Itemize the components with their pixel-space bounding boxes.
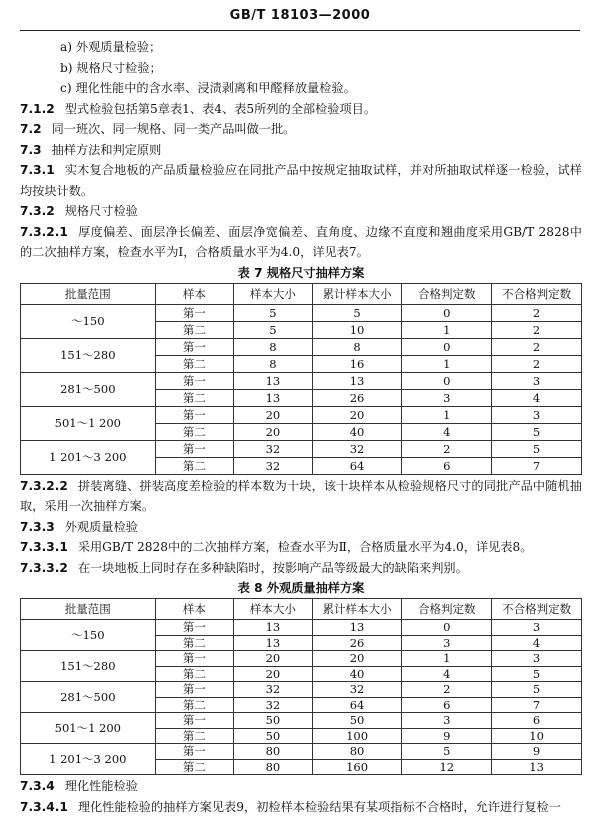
table-cell: 32 xyxy=(312,440,402,457)
table-row xyxy=(21,406,582,423)
table-cell: 第二 xyxy=(155,423,234,440)
table-cell: 第二 xyxy=(155,321,234,338)
clause-7-3: 7.3 抽样方法和判定原则 xyxy=(20,140,582,161)
table-cell: 3 xyxy=(492,620,582,636)
table-cell: 4 xyxy=(402,423,492,440)
table-cell: 2 xyxy=(492,338,582,355)
table-cell: 13 xyxy=(234,635,313,651)
table-row xyxy=(21,713,582,729)
table-cell: 20 xyxy=(234,406,313,423)
table-cell: 13 xyxy=(492,759,582,775)
table-cell: 32 xyxy=(312,682,402,698)
table-cell: 第二 xyxy=(155,355,234,372)
batch-range-cell: 1 201～3 200 xyxy=(21,744,156,775)
table-cell: 40 xyxy=(312,423,402,440)
table-cell: 1 xyxy=(402,321,492,338)
table-cell: 3 xyxy=(402,389,492,406)
table-cell: 20 xyxy=(312,651,402,667)
table-cell: 13 xyxy=(234,389,313,406)
table-cell: 第二 xyxy=(155,635,234,651)
table-cell: 1 xyxy=(402,651,492,667)
table-cell: 5 xyxy=(492,423,582,440)
table-cell: 第一 xyxy=(155,744,234,760)
table8-header-cell: 样本大小 xyxy=(234,599,313,620)
clause-7-3-4: 7.3.4 理化性能检验 xyxy=(20,776,582,797)
table-cell: 9 xyxy=(492,744,582,760)
table-row xyxy=(21,744,582,760)
table-cell: 8 xyxy=(312,338,402,355)
table-cell: 2 xyxy=(402,682,492,698)
table-cell: 第一 xyxy=(155,304,234,321)
clause-7-3-3: 7.3.3 外观质量检验 xyxy=(20,517,582,538)
table-cell: 第二 xyxy=(155,697,234,713)
table-cell: 32 xyxy=(234,682,313,698)
table7-header-cell: 样本 xyxy=(155,283,234,304)
table-cell: 6 xyxy=(402,457,492,474)
table-cell: 第一 xyxy=(155,682,234,698)
table-cell: 5 xyxy=(312,304,402,321)
table-cell: 160 xyxy=(312,759,402,775)
table-cell: 40 xyxy=(312,666,402,682)
table8-header-row xyxy=(21,599,582,620)
table-cell: 第二 xyxy=(155,728,234,744)
clause-7-3-3-1: 7.3.3.1 采用GB/T 2828中的二次抽样方案，检查水平为Ⅱ，合格质量水平为4.0，详见表8。 xyxy=(20,537,582,558)
table-cell: 0 xyxy=(402,304,492,321)
table8-header-cell: 合格判定数 xyxy=(402,599,492,620)
table-cell: 64 xyxy=(312,697,402,713)
table-cell: 16 xyxy=(312,355,402,372)
table-row xyxy=(21,338,582,355)
table-cell: 第一 xyxy=(155,372,234,389)
table-cell: 第二 xyxy=(155,457,234,474)
table-cell: 10 xyxy=(492,728,582,744)
table8-header-cell: 累计样本大小 xyxy=(312,599,402,620)
batch-range-cell: ～150 xyxy=(21,304,156,338)
table7 xyxy=(20,283,582,475)
page-content xyxy=(20,37,582,817)
batch-range-cell: 501～1 200 xyxy=(21,406,156,440)
table-row xyxy=(21,682,582,698)
table-cell: 32 xyxy=(234,457,313,474)
table-cell: 80 xyxy=(312,744,402,760)
table-cell: 4 xyxy=(492,389,582,406)
table-cell: 32 xyxy=(234,697,313,713)
batch-range-cell: 501～1 200 xyxy=(21,713,156,744)
batch-range-cell: 1 201～3 200 xyxy=(21,440,156,474)
table-cell: 20 xyxy=(312,406,402,423)
batch-range-cell: 281～500 xyxy=(21,682,156,713)
table-cell: 第二 xyxy=(155,666,234,682)
table-cell: 20 xyxy=(234,666,313,682)
clause-7-3-3-2: 7.3.3.2 在一块地板上同时存在多种缺陷时，按影响产品等级最大的缺陷来判别。 xyxy=(20,558,582,579)
clause-7-3-2: 7.3.2 规格尺寸检验 xyxy=(20,201,582,222)
table-cell: 13 xyxy=(312,372,402,389)
table-cell: 7 xyxy=(492,457,582,474)
table8-header-cell: 批量范围 xyxy=(21,599,156,620)
table8-header-cell: 不合格判定数 xyxy=(492,599,582,620)
table7-header-cell: 累计样本大小 xyxy=(312,283,402,304)
table-cell: 80 xyxy=(234,744,313,760)
table-cell: 5 xyxy=(234,321,313,338)
table-cell: 50 xyxy=(312,713,402,729)
table-cell: 2 xyxy=(492,321,582,338)
table-cell: 第一 xyxy=(155,620,234,636)
batch-range-cell: ～150 xyxy=(21,620,156,651)
table-cell: 4 xyxy=(492,635,582,651)
table-cell: 第一 xyxy=(155,651,234,667)
table-cell: 6 xyxy=(492,713,582,729)
table-cell: 13 xyxy=(234,620,313,636)
clause-7-3-4-1: 7.3.4.1 理化性能检验的抽样方案见表9，初检样本检验结果有某项指标不合格时，允许进行复检一 xyxy=(20,797,582,817)
table-cell: 13 xyxy=(234,372,313,389)
table-cell: 7 xyxy=(492,697,582,713)
table-row xyxy=(21,304,582,321)
table-cell: 第二 xyxy=(155,759,234,775)
table-cell: 20 xyxy=(234,651,313,667)
table7-header-cell: 批量范围 xyxy=(21,283,156,304)
clause-7-1-2: 7.1.2 型式检验包括第5章表1、表4、表5所列的全部检验项目。 xyxy=(20,99,582,120)
table-cell: 5 xyxy=(402,744,492,760)
table-cell: 9 xyxy=(402,728,492,744)
list-item-c: c) 理化性能中的含水率、浸渍剥离和甲醛释放量检验。 xyxy=(20,78,582,99)
table-row xyxy=(21,372,582,389)
batch-range-cell: 281～500 xyxy=(21,372,156,406)
table-cell: 4 xyxy=(402,666,492,682)
table-cell: 64 xyxy=(312,457,402,474)
table-cell: 2 xyxy=(402,440,492,457)
table-cell: 10 xyxy=(312,321,402,338)
table-cell: 5 xyxy=(492,440,582,457)
table-cell: 3 xyxy=(402,635,492,651)
clause-7-2: 7.2 同一班次、同一规格、同一类产品叫做一批。 xyxy=(20,119,582,140)
table-cell: 2 xyxy=(492,355,582,372)
table-cell: 3 xyxy=(492,406,582,423)
list-item-b: b) 规格尺寸检验； xyxy=(20,58,582,79)
table-cell: 100 xyxy=(312,728,402,744)
clause-7-3-2-2: 7.3.2.2 拼装离缝、拼装高度差检验的样本数为十块，该十块样本从检验规格尺寸的同批产品中随机抽取，采用一次抽样方案。 xyxy=(20,476,582,517)
table-cell: 1 xyxy=(402,406,492,423)
table-cell: 8 xyxy=(234,355,313,372)
table-cell: 26 xyxy=(312,635,402,651)
table-row xyxy=(21,440,582,457)
table-cell: 0 xyxy=(402,372,492,389)
table-cell: 3 xyxy=(492,651,582,667)
table-cell: 32 xyxy=(234,440,313,457)
table-cell: 12 xyxy=(402,759,492,775)
table-cell: 5 xyxy=(234,304,313,321)
table-cell: 第一 xyxy=(155,440,234,457)
page-header: GB/T 18103—2000 xyxy=(0,8,600,30)
table7-caption: 表 7 规格尺寸抽样方案 xyxy=(20,263,582,283)
table-cell: 8 xyxy=(234,338,313,355)
table-cell: 第二 xyxy=(155,389,234,406)
table-cell: 0 xyxy=(402,620,492,636)
table-cell: 5 xyxy=(492,682,582,698)
clause-7-3-2-1: 7.3.2.1 厚度偏差、面层净长偏差、面层净宽偏差、直角度、边缘不直度和翘曲度采用GB/T 2828中的二次抽样方案，检查水平为Ⅰ，合格质量水平为4.0，详见表7。 xyxy=(20,222,582,263)
table-row xyxy=(21,620,582,636)
table7-header-cell: 样本大小 xyxy=(234,283,313,304)
table-cell: 20 xyxy=(234,423,313,440)
batch-range-cell: 151～280 xyxy=(21,651,156,682)
table-cell: 50 xyxy=(234,713,313,729)
list-item-a: a) 外观质量检验； xyxy=(20,37,582,58)
table-cell: 0 xyxy=(402,338,492,355)
table-cell: 1 xyxy=(402,355,492,372)
table8 xyxy=(20,598,582,775)
table7-header-cell: 合格判定数 xyxy=(402,283,492,304)
table-cell: 26 xyxy=(312,389,402,406)
table8-caption: 表 8 外观质量抽样方案 xyxy=(20,578,582,598)
table7-header-row xyxy=(21,283,582,304)
header-rule xyxy=(20,30,580,31)
table7-header-cell: 不合格判定数 xyxy=(492,283,582,304)
table-cell: 13 xyxy=(312,620,402,636)
table-cell: 第一 xyxy=(155,713,234,729)
table-cell: 3 xyxy=(402,713,492,729)
table-cell: 5 xyxy=(492,666,582,682)
table-cell: 第一 xyxy=(155,338,234,355)
table-cell: 3 xyxy=(492,372,582,389)
table-cell: 50 xyxy=(234,728,313,744)
clause-7-3-1: 7.3.1 实木复合地板的产品质量检验应在同批产品中按规定抽取试样，并对所抽取试样逐一检验，试样均按块计数。 xyxy=(20,160,582,201)
table-cell: 第一 xyxy=(155,406,234,423)
table-cell: 6 xyxy=(402,697,492,713)
table8-header-cell: 样本 xyxy=(155,599,234,620)
batch-range-cell: 151～280 xyxy=(21,338,156,372)
table-row xyxy=(21,651,582,667)
table-cell: 2 xyxy=(492,304,582,321)
table-cell: 80 xyxy=(234,759,313,775)
